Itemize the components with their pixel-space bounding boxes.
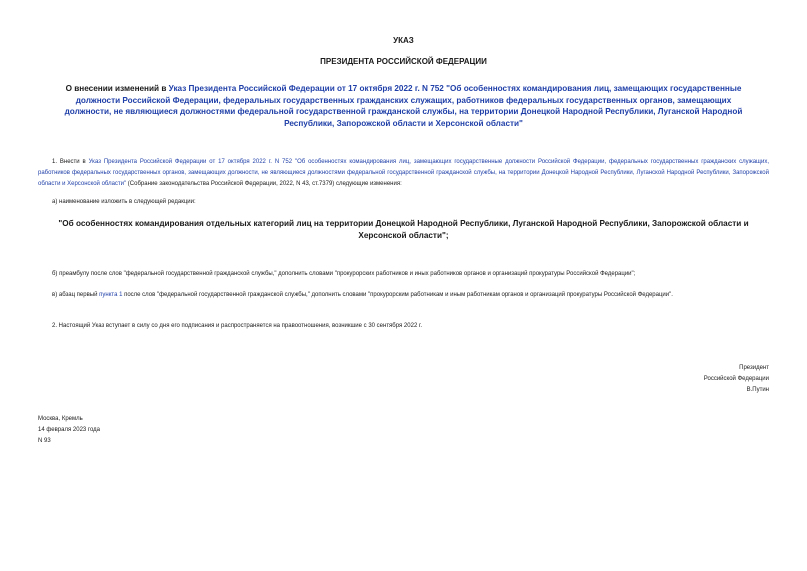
title-decree-link[interactable]: Указ Президента Российской Федерации от 17 октября 2022 г. N 752 "Об особенностях командирования лиц, замещающих государственные должности Российской Федерации, федеральных государственных гражданских служащих, работников федеральных государственных органов, замещающих должности, не являющиеся должностями федеральной государственной гражданской службы, на территории Донецкой Народной Республики, Луганской Народной Республики, Запорожской области и Херсонской области" bbox=[64, 84, 743, 128]
signature-block bbox=[569, 363, 769, 396]
p1-prefix: 1. Внести в bbox=[52, 159, 89, 165]
pc-point-link[interactable]: пункта 1 bbox=[99, 292, 123, 298]
pc-prefix: в) абзац первый bbox=[52, 292, 100, 298]
paragraph-1 bbox=[38, 157, 769, 190]
signing-place: Москва, Кремль bbox=[38, 416, 83, 422]
title-prefix: О внесении изменений в bbox=[65, 84, 169, 93]
signing-date: 14 февраля 2023 года bbox=[38, 427, 101, 433]
subparagraph-a: а) наименование изложить в следующей редакции: bbox=[52, 199, 196, 205]
document-title bbox=[52, 83, 755, 129]
new-title-quote: "Об особенностях командирования отдельных категорий лиц на территории Донецкой Народной Республики, Луганской Народной Республики, Запорожской области и Херсонской области"; bbox=[58, 219, 749, 240]
p1-suffix: (Собрание законодательства Российской Федерации, 2022, N 43, ст.7379) следующие изменения: bbox=[126, 181, 402, 187]
decree-number: N 93 bbox=[38, 438, 51, 444]
subparagraph-c bbox=[38, 290, 769, 300]
signature-name: В.Путин bbox=[746, 387, 769, 393]
issuer-heading: ПРЕЗИДЕНТА РОССИЙСКОЙ ФЕДЕРАЦИИ bbox=[320, 57, 487, 66]
pc-suffix: после слов "федеральной государственной гражданской службы," дополнить словами "прокурорским работникам и иным работникам органов и организаций прокуратуры Российской Федерации". bbox=[122, 292, 673, 298]
paragraph-2: 2. Настоящий Указ вступает в силу со дня его подписания и распространяется на правоотношения, возникшие с 30 сентября 2022 г. bbox=[52, 323, 423, 329]
signature-position: Президент bbox=[739, 365, 769, 371]
subparagraph-b: б) преамбулу после слов "федеральной государственной гражданской службы," дополнить словами "прокурорских работников и иных работников органов и организаций прокуратуры Российской Федерации"; bbox=[52, 271, 636, 277]
place-date-block bbox=[38, 414, 100, 447]
signature-country: Российской Федерации bbox=[703, 376, 769, 382]
doc-type-heading: УКАЗ bbox=[393, 36, 414, 45]
p1-decree-link[interactable]: Указ Президента Российской Федерации от 17 октября 2022 г. N 752 "Об особенностях командирования лиц, замещающих государственные должности Российской Федерации, федеральных государственных гражданских служащих, работников федеральных государственных органов, замещающих должности, не являющиеся должностями федеральной государственной гражданской службы, на территории Донецкой Народной Республики, Луганской Народной Республики, Запорожской области и Херсонской области" bbox=[38, 159, 769, 187]
